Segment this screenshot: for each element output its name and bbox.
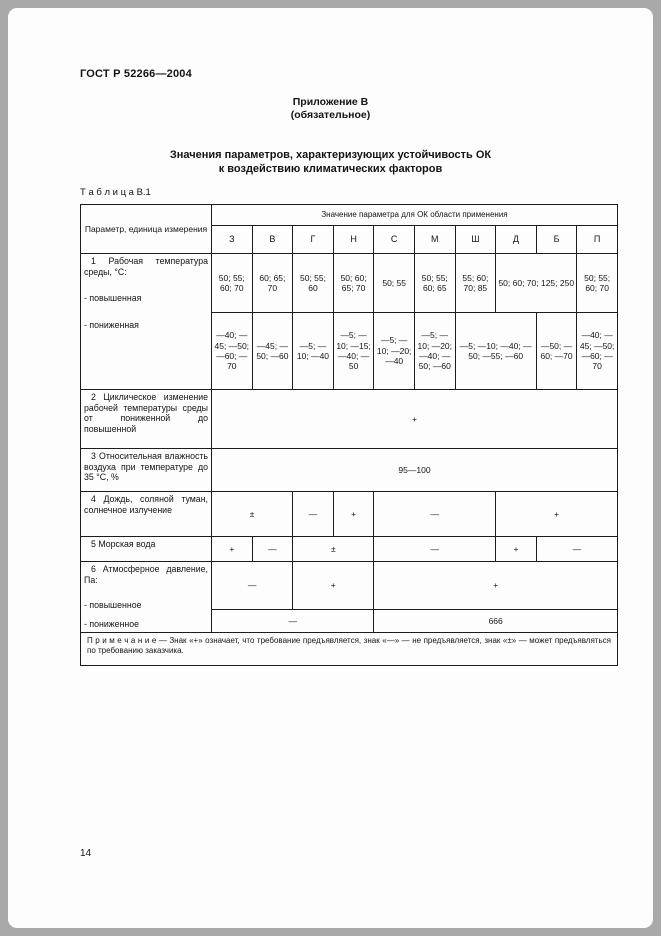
cell-r5-d: +: [496, 537, 537, 562]
param-cell-1: [81, 254, 212, 390]
param-6-sub-low: - пониженное: [84, 619, 140, 630]
appendix-label: Приложение В: [292, 96, 369, 108]
row-3: [81, 449, 618, 492]
row-1-high: [81, 254, 618, 313]
param-1-title: 1 Рабочая температура среды, °С:: [84, 256, 208, 277]
cell-r1-low-m: —5; —10; —20; —40; —50; —60: [414, 313, 455, 390]
appendix-type: (обязательное): [290, 109, 371, 121]
column-header-s: С: [374, 226, 415, 254]
row-6-high: [81, 562, 618, 610]
row-4: [81, 492, 618, 537]
cell-r5-v: —: [252, 537, 293, 562]
cell-r2-all: +: [212, 390, 618, 449]
cell-r1-low-v: —45; —50; —60: [252, 313, 293, 390]
values-header-cell: Значение параметра для ОК области применения: [212, 205, 618, 226]
cell-r1-high-p: 50; 55; 60; 70: [577, 254, 618, 313]
param-cell-5: [81, 537, 212, 562]
cell-r1-low-p: —40; —45; —50; —60; —70: [577, 313, 618, 390]
column-header-m: М: [414, 226, 455, 254]
cell-r1-high-m: 50; 55; 60; 65: [414, 254, 455, 313]
param-1-sub-low: - пониженная: [84, 320, 139, 331]
document-title-line2: к воздействию климатических факторов: [218, 163, 443, 175]
param-cell-4: [81, 492, 212, 537]
cell-r1-low-n: —5; —10; —15; —40; —50: [333, 313, 374, 390]
cell-r6-high-g-n: +: [293, 562, 374, 610]
column-header-sh: Ш: [455, 226, 496, 254]
climatic-parameters-table: [80, 204, 618, 666]
param-1-sub-high: - повышенная: [84, 293, 142, 304]
param-cell-3: [81, 449, 212, 492]
cell-r4-d-b-p: +: [496, 492, 618, 537]
cell-r5-g-n: ±: [293, 537, 374, 562]
cell-r3-all: 95—100: [212, 449, 618, 492]
cell-r5-s-m-sh: —: [374, 537, 496, 562]
column-header-v: В: [252, 226, 293, 254]
param-3-title: 3 Относительная влажность воздуха при температуре до 35 °С, %: [84, 451, 208, 483]
cell-r6-high-s-p: +: [374, 562, 618, 610]
page-number: 14: [80, 848, 92, 859]
param-5-title: 5 Морская вода: [91, 539, 156, 549]
cell-r1-low-g: —5; —10; —40: [293, 313, 334, 390]
cell-r4-g: —: [293, 492, 334, 537]
cell-r1-low-sh-d: —5; —10; —40; —50; —55; —60: [455, 313, 536, 390]
header-row-1: [81, 205, 618, 226]
column-header-p: П: [577, 226, 618, 254]
column-header-b: Б: [536, 226, 577, 254]
cell-r1-high-z: 50; 55; 60; 70: [212, 254, 253, 313]
document-page: [8, 8, 653, 928]
param-6-sub-high: - повышенное: [84, 600, 142, 611]
cell-r1-high-s: 50; 55: [374, 254, 415, 313]
cell-r4-s-m-sh: —: [374, 492, 496, 537]
cell-r1-high-d-b: 50; 60; 70; 125; 250: [496, 254, 577, 313]
param-cell-2: [81, 390, 212, 449]
cell-r1-low-s: —5; —10; —20; —40: [374, 313, 415, 390]
column-header-d: Д: [496, 226, 537, 254]
cell-r1-high-g: 50; 55; 60: [293, 254, 334, 313]
document-title-line1: Значения параметров, характеризующих устойчивость ОК: [169, 149, 492, 161]
cell-r5-b-p: —: [536, 537, 617, 562]
row-2: [81, 390, 618, 449]
param-header-cell: Параметр, единица измерения: [81, 205, 212, 254]
column-header-g: Г: [293, 226, 334, 254]
table-label: Т а б л и ц а В.1: [80, 187, 151, 198]
table-b1: [80, 204, 618, 666]
note-row: [81, 633, 618, 666]
standard-number: ГОСТ Р 52266—2004: [80, 68, 192, 80]
cell-r1-low-b: —50; —60; —70: [536, 313, 577, 390]
param-2-title: 2 Циклическое изменение рабочей температуры среды от пониженной до повышенной: [84, 392, 208, 435]
cell-r1-high-n: 50; 60; 65; 70: [333, 254, 374, 313]
cell-r1-low-z: —40; —45; —50; —60; —70: [212, 313, 253, 390]
param-6-title: 6 Атмосферное давление, Па:: [84, 564, 208, 585]
cell-r4-z-v: ±: [212, 492, 293, 537]
cell-r1-high-sh: 55; 60; 70; 85: [455, 254, 496, 313]
cell-r4-n: +: [333, 492, 374, 537]
cell-r1-high-v: 60; 65; 70: [252, 254, 293, 313]
table-note: П р и м е ч а н и е — Знак «+» означает, что требование предъявляется, знак «—» — не предъявляется, знак «±» — может предъявляться по требованию заказчика.: [81, 633, 618, 666]
column-header-z: З: [212, 226, 253, 254]
cell-r6-high-z-v: —: [212, 562, 293, 610]
param-4-title: 4 Дождь, соляной туман, солнечное излучение: [84, 494, 208, 515]
row-5: [81, 537, 618, 562]
cell-r5-z: +: [212, 537, 253, 562]
cell-r6-low-s-p: 666: [374, 610, 618, 633]
column-header-n: Н: [333, 226, 374, 254]
cell-r6-low-z-n: —: [212, 610, 374, 633]
param-cell-6: [81, 562, 212, 633]
